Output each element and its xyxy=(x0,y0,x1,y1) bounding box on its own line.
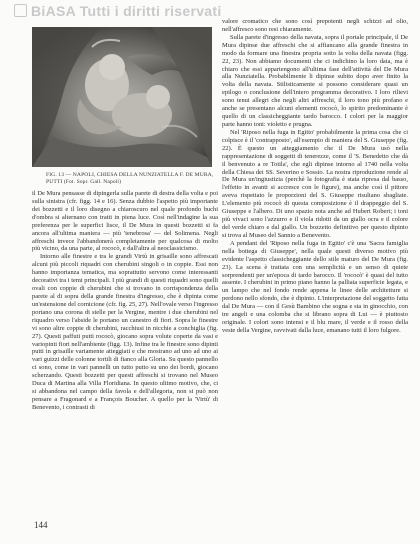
paragraph: Intorno alle finestre e tra le grandi Virtù in grisaille sono affrescati alcuni più piccoli riquadri con cherubini singoli o in coppie. Essi non hanno importanza tematica, ma soprattutto servono come interessanti decorativi tra i temi principali. I più grandi di questi riquadri sono quelli ovali con coppie di cherubini che si trovano in corrispondenza della parete al di sopra della grande finestra d'ingresso, che è dipinta come un'estensione del cornicione (cfr. fig. 25, 27). Nell'ovale verso l'ingresso portano una corona di stelle per la Vergine, mentre i due cherubini nel riquadro verso l'abside le portano un canestro di fiori. Sopra le finestre vi sono altre coppie di cherubini, racchiusi in nicchie a conchiglia (fig. 27). Questi paffuti putti rococò, giocano sopra volute coperte da vasi e variopinti fiori nell'ambiente (figg. 13). Infine tra le finestre sono dipinti putti in grisaille variamente atteggiati e che mostrano ad uno ad uno ai vari guizzi delle colonne tortili di fianco alla Gloria. Su questo pannello ci sono, come in vari pannelli un tutto putto su uno dei bordi, giocano scherzando. Questi bozzetti per questi affreschi si trovano nel Museo Duca di Martina alla Villa Floridiana. In questo ultimo motivo, che, ci si abbandona nel campo della favola e dell'allegoria, non si può non pensare a Fragonard e a François Boucher. A quello per la 'Virtù' di Benevento, i contrasti di xyxy=(32,253,219,411)
paragraph: Nel 'Riposo nella fuga in Egitto' probabilmente la prima cosa che ci colpisce è il 'contrapposto', all'esempio di maniera del S. Giuseppe (fig. 22). È questo un atteggiamento che il De Mura usò nella rappresentazione di soggetti di tenerezze, come il 'S. Benedetto che dà il benvenuto a re Totila', che egli dipinse intorno al 1740 nella volta della Chiesa dei SS. Severino e Sossio. La nostra riproduzione rende al De Mura un'ingiustizia (perchè la fotografia è stata ripresa dal basso, l'effetto in avanti si accresce con le figure), ma anche così il pittore aveva rispettato le proporzioni del S. Giuseppe risultano sbagliate. L'elemento più rococò di questa composizione è il drappeggio del S. Giuseppe e l'albero. Di uno spazio nota anche ad Hubert Robert; i toni più vivaci sono l'azzurro e il viola ridotti da un giallo ocra e il colore del verde chiaro e dal giallo. Un bozzetto definitivo per questo dipinto si trova al Museo del Sannio a Benevento. xyxy=(222,128,408,239)
lock-icon xyxy=(14,4,27,17)
right-column xyxy=(222,18,408,335)
figure-caption: FIG. 13 — NAPOLI, CHIESA DELLA NUNZIATELLA F. DE MURA, PUTTI (Fot. Sopr. Gall. Napoli) xyxy=(46,172,214,185)
putti-fresco-image xyxy=(32,27,212,167)
page-number: 144 xyxy=(34,520,48,530)
figure-photo xyxy=(32,27,212,167)
paragraph: A pendant del 'Riposo nella fuga in Egitto' c'è una 'Sacra famiglia nella bottega di Giuseppe', nella quale questi diverso motivo più evidente l'aspetto classicheggiante dello stile maturo del De Mura (fig. 23). La scena è trattata con una semplicità e un senso di quiete sorprendenti per un'epoca di tardo barocco. Il 'rococò' è quasi del tutto assente. I cherubini in primo piano hanno la palliata superficie legata, e un lampo che nel fondo rende appena le linee delle architetture si perdono nello sfondo, che è dipinto. L'interpretazione del soggetto fatta dal De Mura — con il Gesù Bambino che sogna e sta in ginocchio, con tre angeli e una colomba che si librano sopra di Lui — è piuttosto originale. I colori sono intensi e il blu mare, il verde e il rosso della veste della Vergine, ravvivati dalla luce, emanano tutti il loro fulgore. xyxy=(222,239,408,334)
watermark-text: BiASA Tutti i diritti riservati xyxy=(31,3,222,19)
paragraph: il De Mura pensasse di dipingerla sulla parete di destra della volta e poi sulla sinistra (cfr. figg. 14 e 16). Senza dubbio l'aspetto più importante dei bozzetti e il loro disegno a chiaroscuro nel quale profondo buchi d'ombra si alternano con tratti in piena luce. Così nell'indagine la sua preferenza per le superfici lisce, il De Mura in questi bozzetti si fa ancora all'ultima maniera — più 'tenebrosa' — del Solimena. Negli affreschi invece l'abbandonerà completamente per qualcosa di molto più vicino, da una parte, al rococò, e dall'altra al neoclassicismo. xyxy=(32,190,218,253)
watermark xyxy=(14,3,222,19)
paragraph: valore cromatico che sono così prepotenti negli schizzi ad olio, nell'affresco sono resi chiaramente. xyxy=(222,18,408,33)
left-column xyxy=(32,190,218,412)
paragraph: Sulla parete d'ingresso della navata, sopra il portale principale, il De Mura dipinse due affreschi che si affiancano alla grande finestra in modo da formare una finestra propria sotto la volta della navata (figg. 22, 23). Non abbiamo documenti che ci indichino la loro data, ma è chiaro che essi appartengono all'ultima fase dell'attività del De Mura alla Nunziatella. Probabilmente li dipinse subito dopo aver finito la volta della navata. Stilisticamente si possono considerare quasi un epilogo o conclusione dell'intero programma decorativo. I loro rilievi sono tenui allegri che negli altri affreschi, il loro tono più profano e anche se presentano alcuni elementi rococò, lo spirito predominante è quello di un classicheggiante tardo barocco. I colori per la maggior parte hanno toni: violetto e prugna. xyxy=(222,33,408,128)
